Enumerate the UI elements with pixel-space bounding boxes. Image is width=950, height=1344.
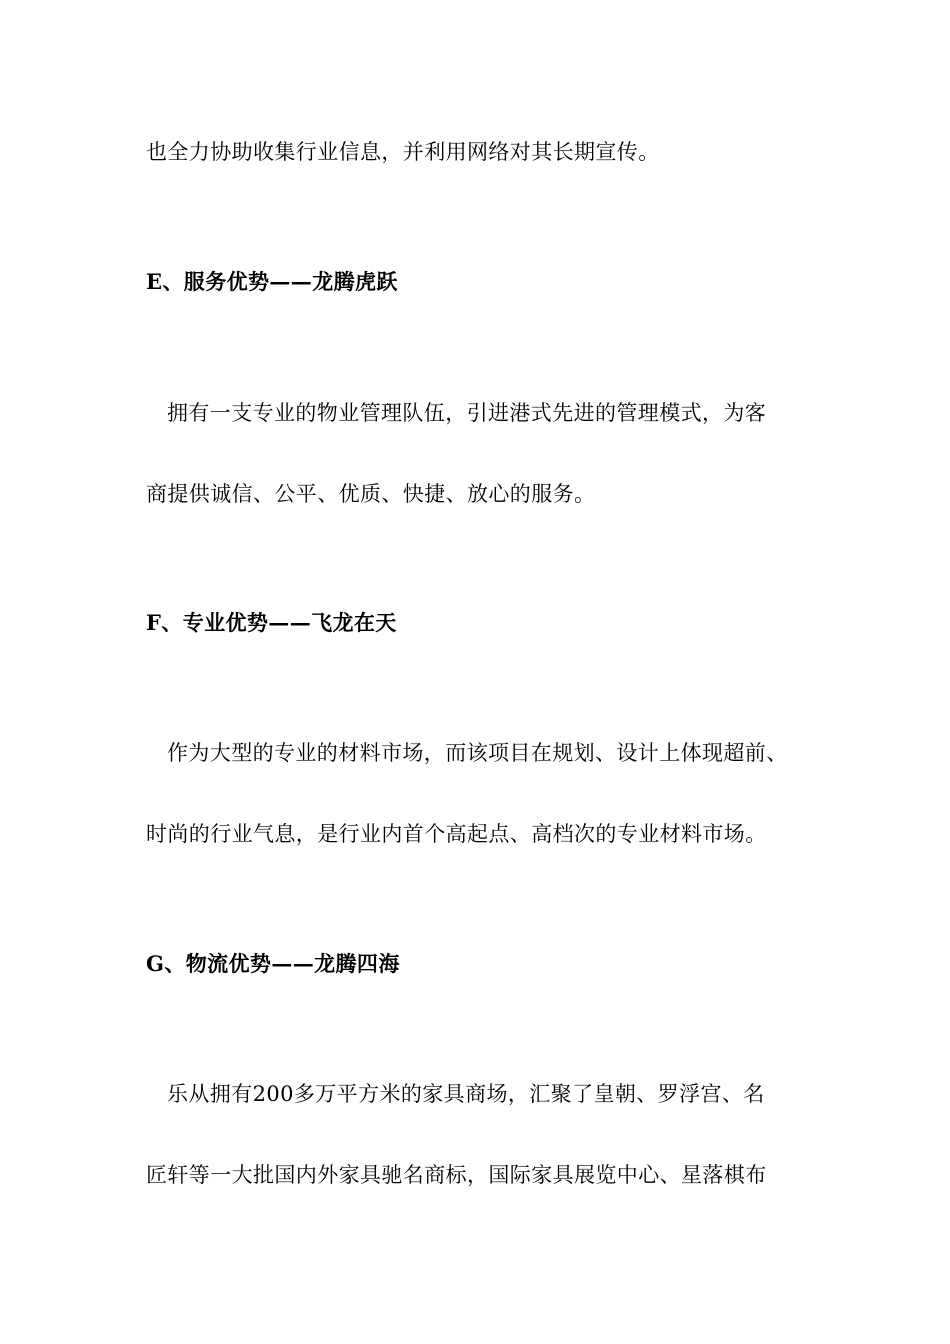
paragraph-line: 匠轩等一大批国内外家具驰名商标，国际家具展览中心、星落棋布 xyxy=(146,1163,767,1187)
paragraph-line: 作为大型的专业的材料市场，而该项目在规划、设计上体现超前、 xyxy=(167,741,788,765)
paragraph-line: 时尚的行业气息，是行业内首个高起点、高档次的专业材料市场。 xyxy=(146,822,767,846)
paragraph-line: 也全力协助收集行业信息，并利用网络对其长期宣传。 xyxy=(146,140,660,164)
section-heading-f: F、专业优势——飞龙在天 xyxy=(146,610,397,635)
paragraph-line: 乐从拥有200多万平方米的家具商场，汇聚了皇朝、罗浮宫、名 xyxy=(167,1082,765,1106)
paragraph-line: 商提供诚信、公平、优质、快捷、放心的服务。 xyxy=(146,482,596,506)
section-heading-g: G、物流优势——龙腾四海 xyxy=(146,951,400,976)
section-heading-e: E、服务优势——龙腾虎跃 xyxy=(146,269,398,294)
paragraph-line: 拥有一支专业的物业管理队伍，引进港式先进的管理模式，为客 xyxy=(167,401,767,425)
